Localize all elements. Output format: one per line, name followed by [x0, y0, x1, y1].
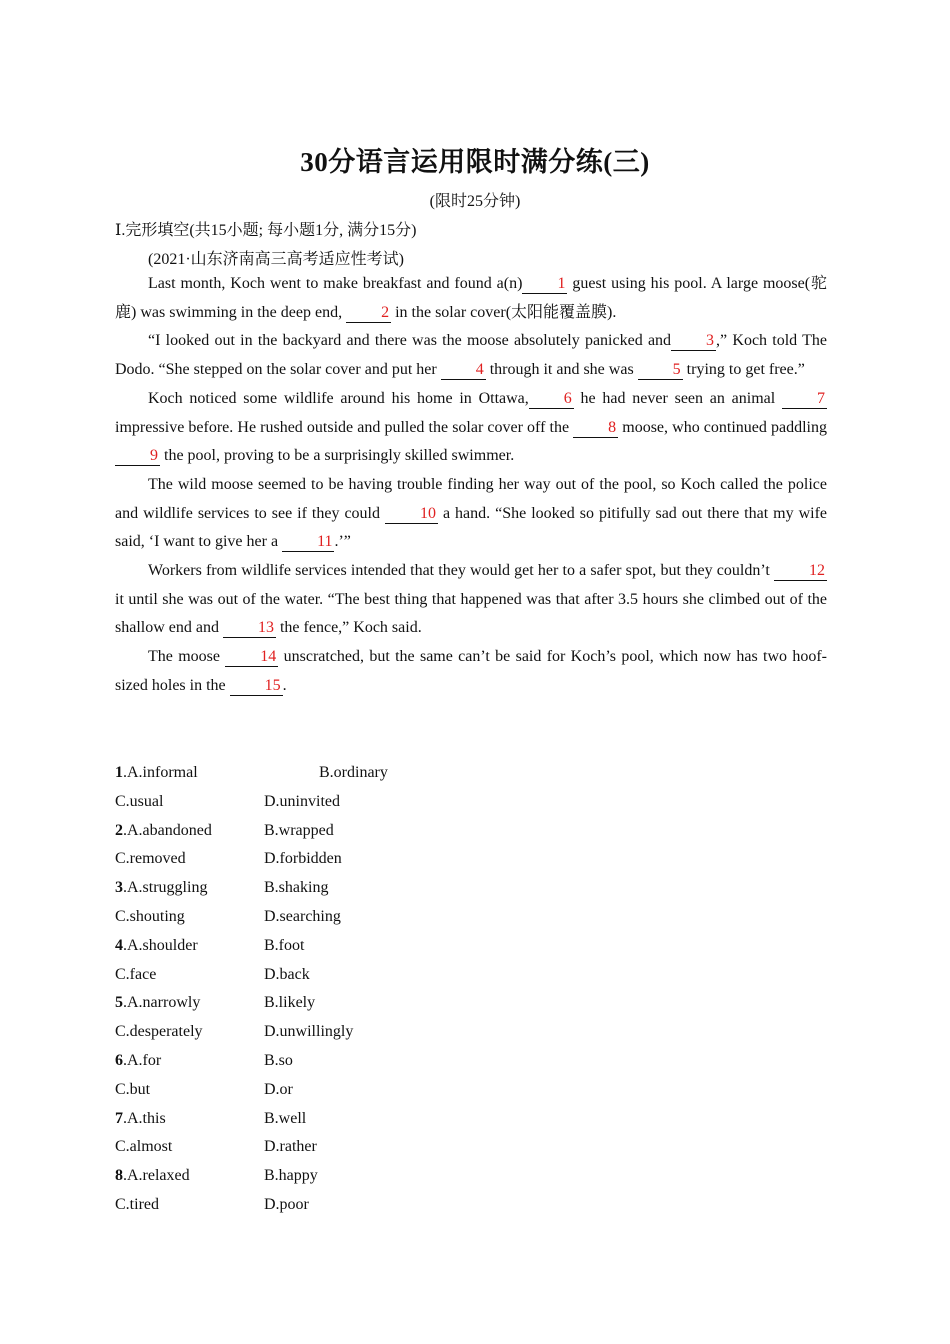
option-a: .A.for	[123, 1051, 162, 1069]
blank-5: 5	[638, 361, 683, 380]
option-a: .A.informal	[123, 764, 198, 781]
option-d: D.uninvited	[264, 792, 340, 810]
question-number: 2	[115, 821, 123, 839]
option-c: C.usual	[115, 792, 164, 810]
blank-2: 2	[346, 304, 391, 323]
answer-options	[115, 759, 515, 1220]
paragraph-2: “I looked out in the backyard and there was the moose absolutely panicked and 3 ,” Koch told The Dodo. “She stepped on the solar cover and put her 4 through it and she was 5 trying to get free.”	[115, 332, 827, 379]
option-a: .A.shoulder	[123, 936, 198, 954]
option-d: D.back	[264, 965, 310, 983]
option-d: D.unwillingly	[264, 1023, 354, 1041]
option-b: B.well	[264, 1109, 307, 1127]
blank-14: 14	[225, 648, 278, 667]
option-b: B.wrapped	[264, 821, 334, 839]
option-d: D.rather	[264, 1138, 317, 1156]
question-1-row-ab	[115, 759, 515, 788]
option-b: B.likely	[264, 994, 316, 1012]
question-8-row-ab	[115, 1162, 515, 1191]
blank-11: 11	[282, 533, 334, 552]
paragraph-1: Last month, Koch went to make breakfast and found a(n) 1 guest using his pool. A large moose(驼鹿) was swimming in the deep end, 2 in the solar cover(太阳能覆盖膜).	[115, 275, 827, 321]
question-2-row-ab	[115, 817, 515, 846]
question-6-row-cd	[115, 1076, 515, 1105]
option-a: .A.relaxed	[123, 1167, 190, 1185]
option-d: D.searching	[264, 907, 341, 925]
blank-10: 10	[385, 505, 438, 524]
option-b: B.so	[264, 1051, 293, 1069]
question-number: 4	[115, 936, 123, 954]
option-b: B.ordinary	[319, 764, 388, 781]
question-6-row-ab	[115, 1047, 515, 1076]
option-a: .A.abandoned	[123, 821, 212, 839]
question-number: 7	[115, 1109, 123, 1127]
blank-4: 4	[441, 361, 486, 380]
blank-15: 15	[230, 677, 283, 696]
passage-source: (2021·山东济南高三高考适应性考试)	[148, 251, 404, 268]
option-a: .A.narrowly	[123, 994, 201, 1012]
option-c: C.but	[115, 1080, 151, 1098]
question-3-row-ab	[115, 874, 515, 903]
option-d: D.forbidden	[264, 850, 342, 868]
time-limit: (限时25分钟)	[429, 193, 521, 210]
option-c: C.removed	[115, 850, 186, 868]
option-d: D.or	[264, 1080, 293, 1098]
question-number: 3	[115, 879, 123, 897]
option-a: .A.struggling	[123, 879, 208, 897]
paragraph-5: Workers from wildlife services intended that they would get her to a safer spot, but they couldn’t 12it until she was out of the water. “The best thing that happened was that after 3.5 hours she climbed out of the shallow end and 13 the fence,” Koch said.	[115, 562, 827, 637]
option-b: B.shaking	[264, 879, 329, 897]
question-4-row-ab	[115, 932, 515, 961]
question-number: 5	[115, 994, 123, 1012]
blank-3: 3	[671, 332, 716, 351]
option-c: C.shouting	[115, 907, 185, 925]
option-c: C.desperately	[115, 1023, 203, 1041]
option-b: B.happy	[264, 1167, 318, 1185]
cloze-passage	[115, 270, 827, 701]
question-number: 6	[115, 1051, 123, 1069]
question-4-row-cd	[115, 961, 515, 990]
question-7-row-cd	[115, 1133, 515, 1162]
option-c: C.tired	[115, 1195, 159, 1213]
option-c: C.almost	[115, 1138, 173, 1156]
page-title: 30分语言运用限时满分练(三)	[300, 147, 650, 177]
blank-12: 12	[774, 562, 827, 581]
blank-1: 1	[522, 275, 567, 294]
question-5-row-cd	[115, 1018, 515, 1047]
option-a: .A.this	[123, 1109, 166, 1127]
blank-9: 9	[115, 447, 160, 466]
paragraph-3: Koch noticed some wildlife around his home in Ottawa, 6 he had never seen an animal 7 impressive before. He rushed outside and pulled the solar cover off the 8 moose, who continued paddling 9 the pool, proving to be a surprisingly skilled swimmer.	[115, 389, 827, 465]
question-number: 8	[115, 1167, 123, 1185]
option-c: C.face	[115, 965, 157, 983]
section-heading: Ⅰ.完形填空(共15小题; 每小题1分, 满分15分)	[115, 222, 417, 239]
question-number: 1	[115, 764, 123, 781]
paragraph-4: The wild moose seemed to be having trouble finding her way out of the pool, so Koch called the police and wildlife services to see if they could 10 a hand. “She looked so pitifully sad out there that my wife said, ‘I want to give her a 11 .’”	[115, 475, 827, 551]
question-2-row-cd	[115, 845, 515, 874]
option-b: B.foot	[264, 936, 305, 954]
paragraph-6: The moose 14 unscratched, but the same can’t be said for Koch’s pool, which now has two hoof-sized holes in the 15 .	[115, 648, 828, 694]
blank-13: 13	[223, 619, 276, 638]
blank-8: 8	[573, 419, 618, 438]
question-7-row-ab	[115, 1105, 515, 1134]
blank-6: 6	[529, 390, 574, 409]
question-3-row-cd	[115, 903, 515, 932]
option-d: D.poor	[264, 1195, 309, 1213]
blank-7: 7	[782, 390, 827, 409]
question-1-row-cd	[115, 788, 515, 817]
question-8-row-cd	[115, 1191, 515, 1220]
question-5-row-ab	[115, 989, 515, 1018]
